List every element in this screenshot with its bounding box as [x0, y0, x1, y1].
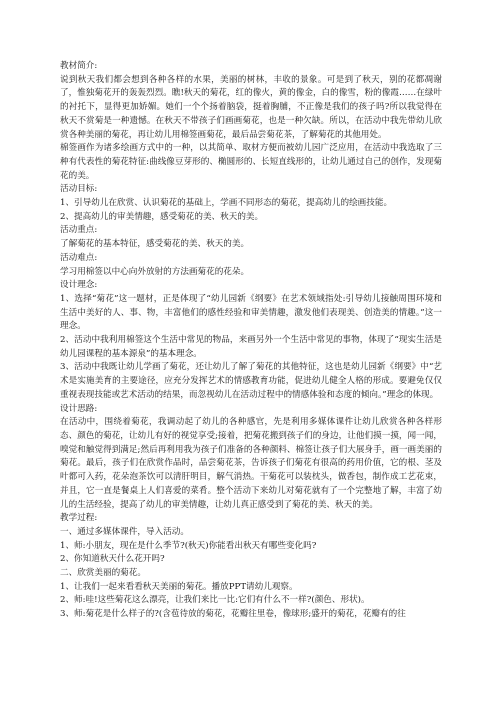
paragraph: 1、选择“菊花”这一题材，正是体现了“幼儿园新《纲要》在艺术领域指处:引导幼儿接触周围环境和生活中美好的人、事、物，丰富他们的感性经验和审美情趣，激发他们表现美、创造美的情趣。”这一理念。 — [60, 293, 442, 332]
section-heading: 活动难点: — [60, 252, 98, 263]
paragraph: 一、通过多媒体课件，导入活动。 — [60, 526, 189, 537]
section-heading: 设计理念: — [60, 280, 98, 291]
section-heading: 教学过程: — [60, 513, 98, 524]
section-heading: 教材简介: — [60, 61, 98, 71]
document-body — [60, 60, 442, 622]
paragraph: 学习用棉签以中心向外放射的方法画菊花的花朵。 — [60, 266, 250, 277]
paragraph: 二、欣赏美丽的菊花。 — [60, 568, 146, 579]
section-heading: 设计思路: — [60, 403, 98, 414]
paragraph: 2、提高幼儿的审美情趣，感受菊花的美、秋天的美。 — [60, 211, 264, 222]
paragraph: 3、师:菊花是什么样子的?(含苞待放的菊花，花瓣往里卷，像球形;盛开的菊花，花瓣有的往 — [60, 609, 406, 620]
paragraph: 棉签画作为诸多绘画方式中的一种，以其简单、取材方便而被幼儿园广泛应用，在活动中我选取了三种有代表性的菊花特征:曲线像豆芽形的、椭圆形的、长短直线形的，让幼儿通过自己的创作，发现菊花的美。 — [60, 143, 442, 181]
paragraph: 3、活动中我既让幼儿学画了菊花，还让幼儿了解了菊花的其他特征，这也是幼儿园新《纲要》中“艺术是实施美育的主要途径，应充分发挥艺术的情感教育功能，促进幼儿健全人格的形成。要避免仅仅重视表现技能或艺术活动的结果，而忽视幼儿在活动过程中的情感体验和态度的倾向。”理念的体现。 — [60, 362, 442, 400]
paragraph: 2、你知道秋天什么花开吗? — [60, 554, 165, 565]
paragraph: 2、活动中我利用棉签这个生活中常见的物品，来画另外一个生活中常见的事物，体现了“现实生活是幼儿园课程的基本源泉”的基本理念。 — [60, 335, 442, 359]
paragraph: 说到秋天我们都会想到各种各样的水果，美丽的树林，丰收的景象。可是到了秋天，别的花都凋谢了，惟独菊花开的轰轰烈烈。瞧!秋天的菊花，红的像火，黄的像金，白的像雪，粉的像霞……在绿叶的衬托下，显得更加娇媚。她们一个个扬着脑袋，挺着胸脯，不正像是我们的孩子吗?所以我觉得在秋天不赏菊是一种遗憾。在秋天不带孩子们画画菊花，也是一种欠缺。所以，在活动中我先带幼儿欣赏各种美丽的菊花，再让幼儿用棉签画菊花，最后品尝菊花茶，了解菊花的其他用处。 — [60, 74, 442, 140]
section-heading: 活动重点: — [60, 225, 98, 236]
paragraph: 1、师:小朋友，现在是什么季节?(秋天)你能看出秋天有哪些变化吗? — [60, 540, 317, 551]
paragraph: 2、师:哇!这些菊花这么漂亮，让我们来比一比:它们有什么不一样?(颜色、形状)。 — [60, 595, 370, 606]
paragraph: 在活动中，围绕着菊花，我调动起了幼儿的各种感官，先是利用多媒体课件让幼儿欣赏各种各样形态、颜色的菊花，让幼儿有好的视觉享受;接着，把菊花搬到孩子们的身边，让他们摸一摸，闻一闻，嗅觉和触觉得到满足;然后再利用我为孩子们准备的各种颜料、棉签让孩子们大展身手，画一画美丽的菊花。最后，孩子们在欣赏作品时，品尝菊花茶，告诉孩子们菊花有很高的药用价值，它的根、茎及叶都可入药，花朵泡茶饮可以清肝明目，解气消热。干菊花可以装枕头，做香包，制作成工艺花束，并且，它一直是餐桌上人们喜爱的菜肴。整个活动下来幼儿对菊花就有了一个完整地了解，丰富了幼儿的生活经验，提高了幼儿的审美情趣，让幼儿真正感受到了菊花的美、秋天的美。 — [60, 417, 442, 510]
section-heading: 活动目标: — [60, 184, 98, 195]
paragraph: 1、引导幼儿在欣赏、认识菊花的基础上，学画不同形态的菊花，提高幼儿的绘画技能。 — [60, 198, 393, 209]
paragraph: 1、让我们一起来看看秋天美丽的菊花。播放PPT请幼儿观察。 — [60, 581, 298, 592]
paragraph: 了解菊花的基本特征，感受菊花的美、秋天的美。 — [60, 239, 250, 250]
